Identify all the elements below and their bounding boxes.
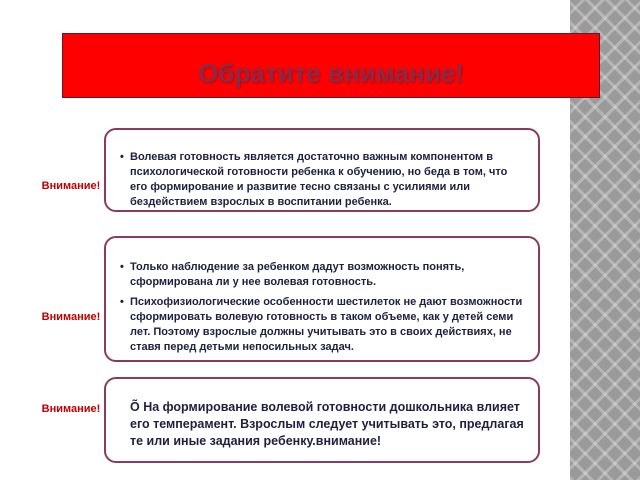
content-box-3	[104, 377, 540, 463]
bullet-list-3	[112, 399, 524, 450]
bullet-1-1: • Волевая готовность является достаточно важным компонентом в психологической готовности ребенка к обучению, но беда в том, что его формирование и развитие тесно связаны с усилиями или бездействием взрослых в воспитании ребенка.	[122, 150, 524, 210]
bullet-3-1: Õ На формирование волевой готовности дошкольника влияет его темперамент. Взрослым следует учитывать это, предлагая те или иные задания ребенку.внимание!	[130, 400, 524, 448]
bullet-list-2	[112, 260, 524, 355]
chevron-label-2: Внимание!	[41, 311, 101, 323]
chevron-label-1: Внимание!	[41, 180, 101, 192]
content-box-1	[104, 128, 540, 212]
slide-title: Обратите внимание!	[198, 58, 464, 88]
bullet-2-2: • Психофизиологические особенности шестилеток не дают возможности сформировать волевую готовность в таком объеме, как у детей семи лет. Поэтому взрослые должны учитывать это в своих действиях, не ставя перед детьми непосильных задач.	[122, 295, 524, 355]
content-box-2	[104, 236, 540, 362]
chevron-label-3: Внимание!	[41, 403, 101, 415]
bullet-2-1: • Только наблюдение за ребенком дадут возможность понять, сформирована ли у нее волевая готовность.	[122, 260, 524, 290]
bullet-list-1	[112, 150, 524, 210]
